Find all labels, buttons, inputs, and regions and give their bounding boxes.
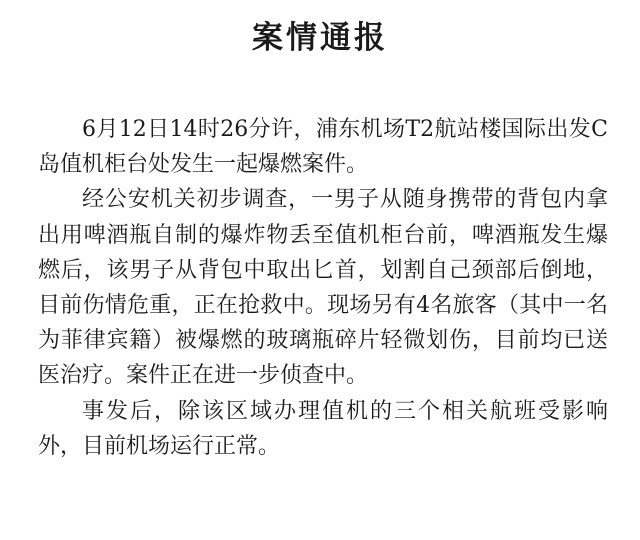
paragraph-incident: 6月12日14时26分许，浦东机场T2航站楼国际出发C岛值机柜台处发生一起爆燃案件。: [38, 117, 608, 178]
document-body: [38, 112, 608, 464]
paragraph-airport-status: 事发后，除该区域办理值机的三个相关航班受影响外，目前机场运行正常。: [38, 398, 608, 459]
document-title: 案情通报: [252, 20, 388, 56]
paragraph-investigation: 经公安机关初步调查，一男子从随身携带的背包内拿出用啤酒瓶自制的爆炸物丢至值机柜台前，啤酒瓶发生爆燃后，该男子从背包中取出匕首，划割自己颈部后倒地，目前伤情危重，正在抢救中。现场另有4名旅客（其中一名为菲律宾籍）被爆燃的玻璃瓶碎片轻微划伤，目前均已送医治疗。案件正在进一步侦查中。: [38, 187, 608, 389]
